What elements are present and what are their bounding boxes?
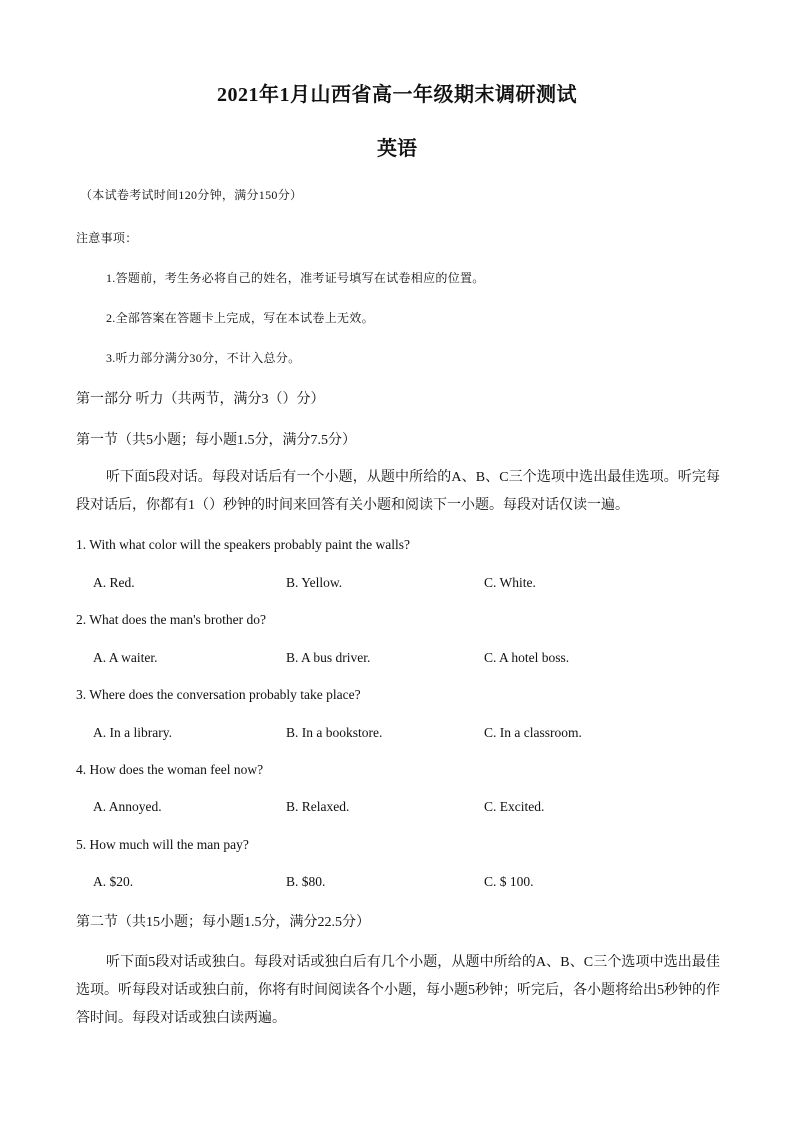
notes-heading: 注意事项： xyxy=(76,231,138,245)
question-2-stem: 2. What does the man's brother do? xyxy=(76,612,267,627)
question-4-option-b: B. Relaxed. xyxy=(286,799,350,814)
section2-heading: 第二节（共15小题；每小题1.5分，满分22.5分） xyxy=(76,915,370,930)
question-4-option-a: A. Annoyed. xyxy=(93,799,162,814)
question-1-option-c: C. White. xyxy=(484,575,536,590)
question-2-option-c: C. A hotel boss. xyxy=(484,650,570,665)
question-4-stem: 4. How does the woman feel now? xyxy=(76,762,264,777)
exam-info: （本试卷考试时间120分钟，满分150分） xyxy=(80,188,303,202)
question-1-stem: 1. With what color will the speakers probably paint the walls? xyxy=(76,537,410,552)
note-item-1: 1.答题前，考生务必将自己的姓名，准考证号填写在试卷相应的位置。 xyxy=(106,271,485,285)
question-2-option-a: A. A waiter. xyxy=(93,650,158,665)
section2-instructions: 听下面5段对话或独白。每段对话或独白后有几个小题，从题中所给的A、B、C三个选项中选出最佳选项。听每段对话或独白前，你将有时间阅读各个小题，每小题5秒钟；听完后，各小题将给出5秒钟的作答时间。每段对话或独白读两遍。 xyxy=(76,955,720,1026)
question-1-option-a: A. Red. xyxy=(93,575,135,590)
note-item-3: 3.听力部分满分30分，不计入总分。 xyxy=(106,351,301,365)
part1-heading: 第一部分 听力（共两节，满分3（）分） xyxy=(76,392,325,407)
subject-title: 英语 xyxy=(377,138,417,160)
question-5-option-c: C. $ 100. xyxy=(484,874,534,889)
section1-instructions: 听下面5段对话。每段对话后有一个小题，从题中所给的A、B、C三个选项中选出最佳选项。听完每段对话后，你都有1（）秒钟的时间来回答有关小题和阅读下一小题。每段对话仅读一遍。 xyxy=(76,470,720,513)
question-3-option-a: A. In a library. xyxy=(93,725,172,740)
question-4-option-c: C. Excited. xyxy=(484,799,545,814)
question-1-option-b: B. Yellow. xyxy=(286,575,343,590)
question-5-stem: 5. How much will the man pay? xyxy=(76,837,249,852)
question-2-option-b: B. A bus driver. xyxy=(286,650,371,665)
question-5-option-a: A. $20. xyxy=(93,874,134,889)
question-3-option-b: B. In a bookstore. xyxy=(286,725,383,740)
question-3-stem: 3. Where does the conversation probably take place? xyxy=(76,687,361,702)
question-3-option-c: C. In a classroom. xyxy=(484,725,582,740)
question-5-option-b: B. $80. xyxy=(286,874,326,889)
section1-heading: 第一节（共5小题；每小题1.5分，满分7.5分） xyxy=(76,433,356,448)
note-item-2: 2.全部答案在答题卡上完成，写在本试卷上无效。 xyxy=(106,311,374,325)
page-title: 2021年1月山西省高一年级期末调研测试 xyxy=(217,84,577,106)
